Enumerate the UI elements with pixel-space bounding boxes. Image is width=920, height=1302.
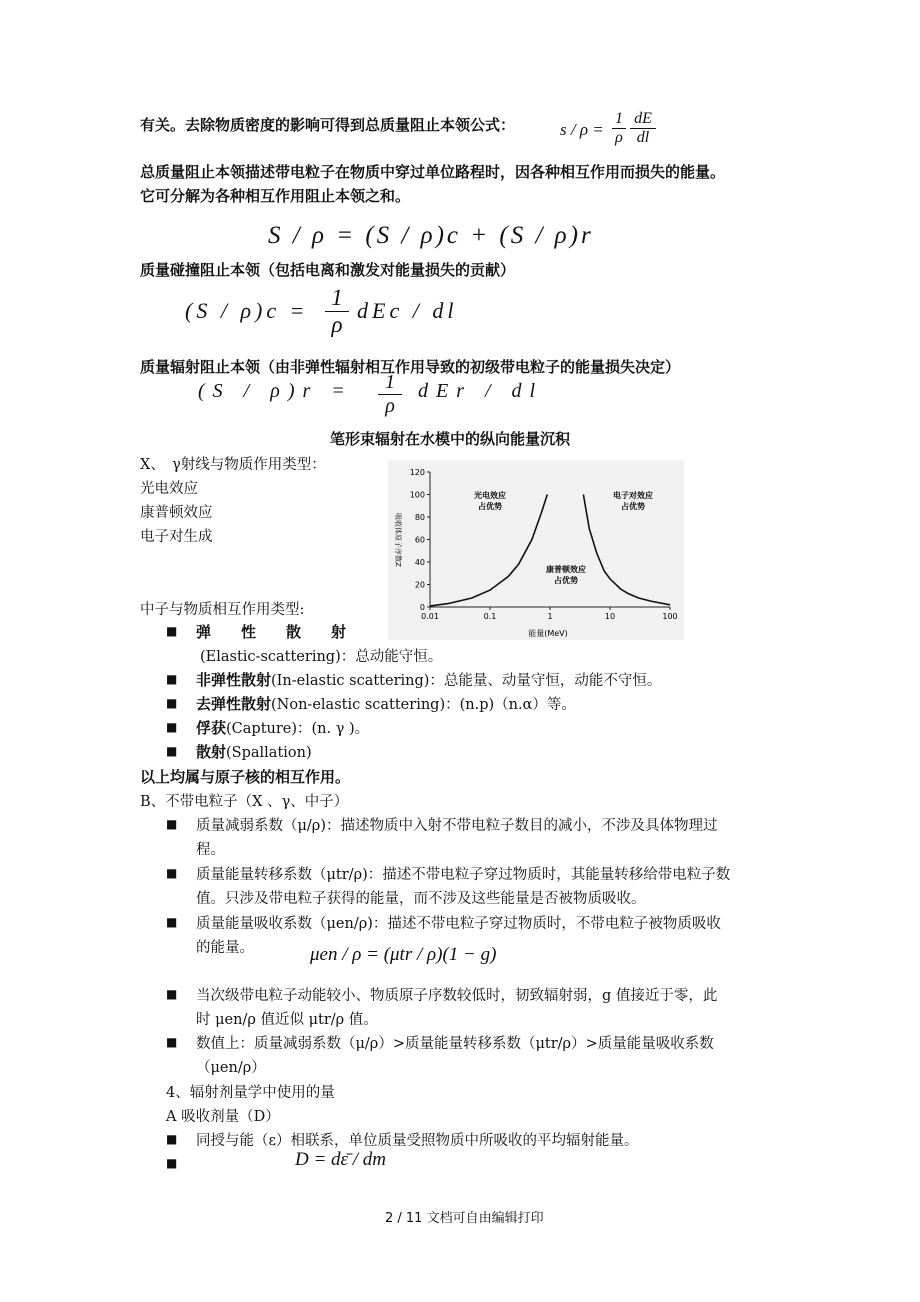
y-tick-label: 120 (409, 468, 425, 477)
text-line: 的能量。 (196, 940, 254, 956)
y-tick-label: 0 (419, 603, 425, 612)
annotation-compton-2: 占优势 (554, 576, 578, 585)
y-tick-label: 20 (414, 580, 425, 590)
y-tick-label: 40 (414, 558, 425, 567)
list-item-term: 弹 性 散 射 (196, 623, 347, 641)
formula-energy-absorption: μen / ρ = (μtr / ρ)(1 − g) (310, 944, 497, 965)
text-line: 质量碰撞阻止本领（包括电离和激发对能量损失的贡献） (140, 261, 516, 279)
text-line: （μen/ρ） (196, 1060, 266, 1076)
formula-derivative: $\frac{dE}{dl}$ (630, 110, 656, 147)
list-item: 非弹性散射(In-elastic scattering)：总能量、动量守恒，动能不守恒。 (196, 671, 662, 689)
formula-mass-stopping-lhs: s / ρ = (560, 120, 604, 139)
x-axis-label: 能量(MeV) (528, 629, 568, 638)
annotation-photoelectric-1: 光电效应 (474, 491, 506, 500)
text-line: 它可分解为各种相互作用阻止本领之和。 (140, 187, 411, 205)
bullet-icon: ■ (166, 624, 178, 638)
x-tick-label: 0.01 (421, 612, 439, 621)
text-line: 以上均属与原子核的相互作用。 (140, 768, 351, 786)
text-line: 康普顿效应 (140, 505, 213, 521)
text-line: X、 γ射线与物质作用类型： (140, 457, 326, 473)
text-line: A 吸收剂量（D） (166, 1109, 280, 1125)
text-line: 质量能量转移系数（μtr/ρ)：描述不带电粒子穿过物质时，其能量转移给带电粒子数 (196, 867, 731, 883)
formula-collision-rhs: dEc / dl (357, 298, 458, 323)
formula-radiative-lhs: (S / ρ)r = (198, 380, 353, 402)
text-line: 中子与物质相互作用类型: (140, 602, 305, 618)
text-line: B、不带电粒子（X 、γ、中子） (140, 794, 349, 810)
text-line: 总质量阻止本领描述带电粒子在物质中穿过单位路程时，因各种相互作用而损失的能量。 (140, 163, 726, 181)
y-tick-label: 60 (414, 535, 425, 545)
annotation-pair-2: 占优势 (621, 502, 645, 511)
bullet-icon: ■ (166, 1156, 178, 1170)
list-item: 去弹性散射(Non-elastic scattering)：(n.p)（n.α）等。 (196, 695, 576, 713)
text-line: 程。 (196, 842, 225, 858)
list-item: 俘获(Capture)：(n. γ )。 (196, 719, 370, 737)
page-footer: 2 / 11 文档可自由编辑打印 (385, 1211, 544, 1226)
y-tick-label: 80 (414, 513, 425, 522)
text-line: (Elastic-scattering)：总动能守恒。 (200, 649, 443, 665)
text-line: 质量能量吸收系数（μen/ρ)：描述不带电粒子穿过物质时，不带电粒子被物质吸收 (196, 916, 721, 932)
text-line: 电子对生成 (140, 529, 213, 545)
bullet-icon: ■ (166, 866, 178, 880)
text-line: 同授与能（ε）相联系，单位质量受照物质中所吸收的平均辐射能量。 (196, 1133, 639, 1149)
formula-absorbed-dose: D = dε̄ / dm (295, 1149, 387, 1170)
text-line: 值。只涉及带电粒子获得的能量，而不涉及这些能量是否被物质吸收。 (196, 891, 646, 907)
annotation-compton-1: 康普顿效应 (546, 565, 586, 574)
bullet-icon: ■ (166, 744, 178, 758)
text-line: 当次级带电粒子动能较小、物质原子序数较低时，韧致辐射弱，g 值接近于零，此 (196, 988, 718, 1004)
bullet-icon: ■ (166, 696, 178, 710)
y-tick-label: 100 (409, 490, 425, 500)
interaction-dominance-chart (388, 460, 684, 640)
text-line: 光电效应 (140, 481, 198, 497)
text-line: 质量减弱系数（μ/ρ)：描述物质中入射不带电粒子数目的减小，不涉及具体物理过 (196, 818, 718, 834)
formula-sum-stopping: S / ρ = (S / ρ)c + (S / ρ)r (268, 222, 594, 249)
bullet-icon: ■ (166, 915, 178, 929)
formula-fraction: $\frac{1}{\rho}$ (325, 285, 349, 338)
x-tick-label: 0.1 (483, 612, 497, 621)
bullet-icon: ■ (166, 987, 178, 1001)
formula-fraction: $\frac{1}{\rho}$ (378, 371, 402, 418)
x-tick-label: 1 (547, 612, 553, 621)
formula-fraction: $\frac{1}{\rho}$ (612, 110, 626, 147)
y-axis-label: 吸收体原子序数Z (394, 513, 402, 567)
formula-radiative-rhs: dEr / dl (418, 380, 544, 402)
x-tick-label: 10 (604, 612, 616, 621)
bullet-icon: ■ (166, 672, 178, 686)
list-item: 散射(Spallation) (196, 743, 312, 761)
annotation-photoelectric-2: 占优势 (478, 502, 502, 511)
bullet-icon: ■ (166, 817, 178, 831)
bullet-icon: ■ (166, 720, 178, 734)
annotation-pair-1: 电子对效应 (613, 491, 653, 500)
text-line: 质量辐射阻止本领（由非弹性辐射相互作用导致的初级带电粒子的能量损失决定） (140, 358, 681, 376)
bullet-icon: ■ (166, 1132, 178, 1146)
text-line: 4、辐射剂量学中使用的量 (166, 1085, 335, 1101)
bullet-icon: ■ (166, 1035, 178, 1049)
x-tick-label: 100 (662, 612, 678, 621)
text-line: 时 μen/ρ 值近似 μtr/ρ 值。 (196, 1012, 378, 1028)
text-line: 数值上：质量减弱系数（μ/ρ）>质量能量转移系数（μtr/ρ）>质量能量吸收系数 (196, 1036, 714, 1052)
formula-collision-lhs: (S / ρ)c = (185, 298, 309, 323)
text-line: 有关。去除物质密度的影响可得到总质量阻止本领公式： (140, 116, 516, 134)
section-heading: 笔形束辐射在水模中的纵向能量沉积 (330, 430, 571, 448)
